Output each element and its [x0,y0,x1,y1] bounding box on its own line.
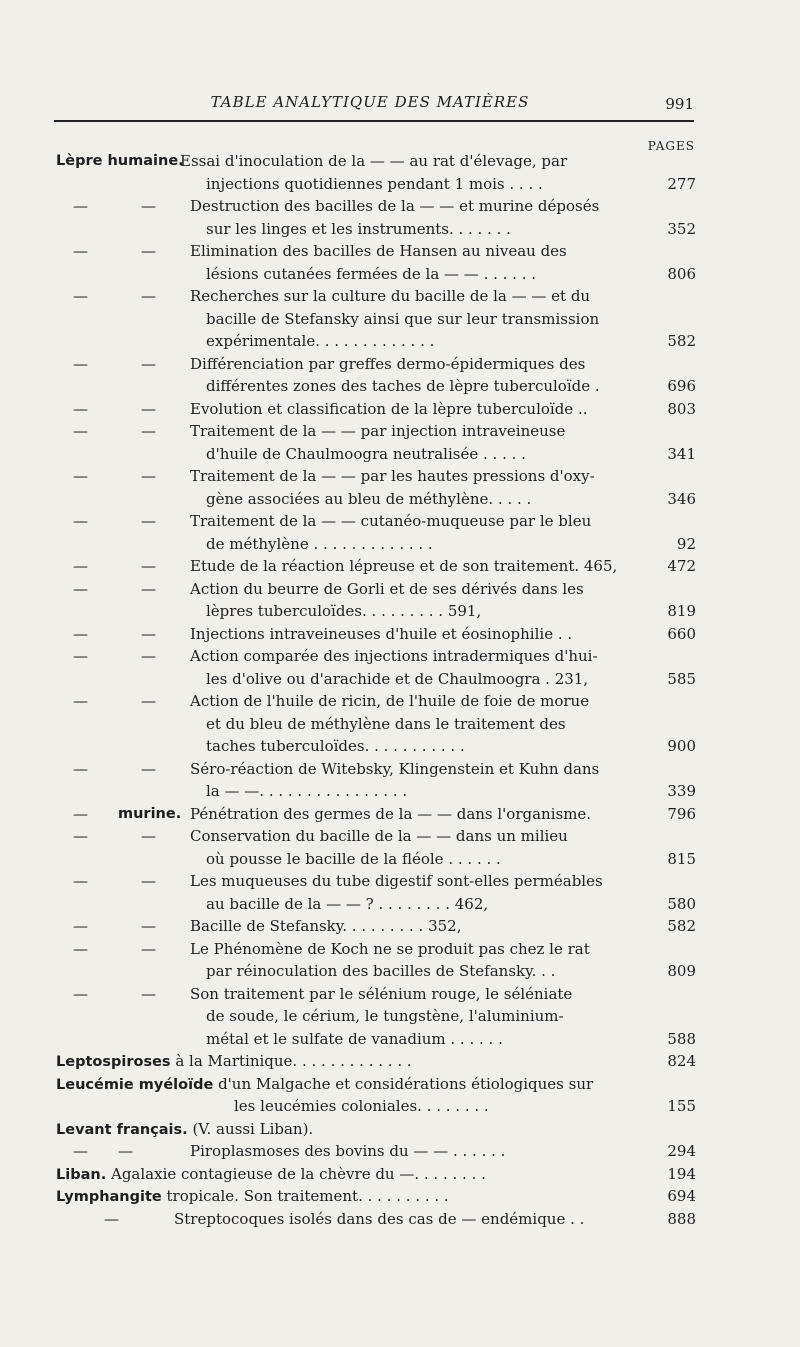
entry-line [56,1050,696,1073]
page-reference: 277 [667,174,696,193]
page-reference: 294 [667,1142,696,1160]
ditto-dash: — [73,422,88,440]
entry-text: les leucémies coloniales. . . . . . . . [234,1097,489,1115]
entry-line [56,870,696,893]
entry-text: expérimentale. . . . . . . . . . . . . [206,332,435,350]
ditto-dash: — [73,287,88,305]
entry-text: et du bleu de méthylène dans le traitement des [206,714,566,733]
entry-line [56,983,696,1006]
entry-text [56,1050,412,1073]
ditto-dash: — [141,984,156,1003]
entry-text [56,1073,593,1096]
ditto-dash: — [73,512,88,530]
entry-line [56,488,696,511]
entry-line [56,443,696,466]
entry-line [56,780,696,803]
page-reference: 803 [667,399,696,418]
entry-text: Evolution et classification de la lèpre tuberculoïde .. [190,399,588,418]
entry-text [56,1163,486,1186]
page-reference: 339 [667,782,696,800]
entry-line [56,623,696,646]
entry-line [56,758,696,781]
page-reference: 694 [667,1187,696,1205]
entry-line [56,510,696,533]
entry-text: Action comparée des injections intradermiques d'hui- [190,647,598,665]
page-reference: 155 [667,1097,696,1115]
pages-column-label: PAGES [647,139,695,153]
entry-text: Séro-réaction de Witebsky, Klingenstein et Kuhn dans [190,759,600,778]
entry-line [56,600,696,623]
ditto-dash: — [73,939,88,958]
entry-heading: Leucémie myéloïde [56,1076,214,1093]
entry-line [56,578,696,601]
entry-line [56,330,696,353]
page-reference: 194 [667,1164,696,1183]
entry-text: Traitement de la — — cutanéo-muqueuse par le bleu [190,512,592,530]
entry-text-body: (V. aussi Liban). [187,1119,314,1138]
ditto-dash: — [141,692,156,710]
entry-heading: Leptospiroses [56,1054,171,1070]
entry-line [56,1208,696,1231]
entry-text [56,1185,449,1208]
ditto-dash: — [73,759,88,778]
entry-text [56,1118,313,1141]
entry-text-body: d'un Malgache et considérations étiologiques sur [213,1074,594,1093]
page-reference: 92 [676,534,696,553]
entry-line [56,533,696,556]
ditto-dash: — [141,287,156,305]
page-reference: 582 [667,332,696,350]
ditto-dash: — [141,939,156,958]
ditto-dash: — [73,399,88,418]
entry-line [56,195,696,218]
ditto-dash: — [73,1142,88,1160]
entry-line [56,353,696,376]
entry-text: au bacille de la — — ? . . . . . . . . 462, [206,894,489,913]
page-reference: 806 [667,264,696,283]
entry-text: Elimination des bacilles de Hansen au niveau des [190,242,567,260]
entry-text: d'huile de Chaulmoogra neutralisée . . . . . [206,444,526,463]
entry-text: injections quotidiennes pendant 1 mois . . . . [206,174,543,193]
entry-line [56,1163,696,1186]
entry-line [56,465,696,488]
entry-text: gène associées au bleu de méthylène. . . . . [206,489,532,508]
entry-text: Injections intraveineuses d'huile et éosinophilie . . [190,624,573,643]
ditto-dash: — [73,197,88,215]
entry-line [56,1028,696,1051]
ditto-dash: — [73,354,88,373]
entry-line [56,645,696,668]
entry-text: bacille de Stefansky ainsi que sur leur transmission [206,309,600,328]
page-number: 991 [665,95,694,113]
page-reference: 585 [667,669,696,688]
page-reference: 346 [667,489,696,508]
ditto-dash: — [118,1142,133,1160]
ditto-dash: — [73,557,88,575]
entry-line [56,1005,696,1028]
entry-line [56,825,696,848]
entry-text: taches tuberculoïdes. . . . . . . . . . . [206,737,465,755]
entry-text: de soude, le cérium, le tungstène, l'aluminium- [206,1007,564,1025]
ditto-dash: — [73,917,88,935]
entry-text: Le Phénomène de Koch ne se produit pas chez le rat [190,939,590,958]
entry-line [56,1073,696,1096]
entry-text: lésions cutanées fermées de la — — . . . . . . [206,264,537,283]
index-entry [56,150,696,1230]
entry-heading: Lymphangite [56,1189,162,1205]
entry-text: Piroplasmoses des bovins du — — . . . . . . [190,1142,506,1160]
ditto-dash: — [141,242,156,260]
page-reference: 900 [667,737,696,755]
entry-text-body: tropicale. Son traitement. . . . . . . . . . [161,1187,449,1205]
entry-text: métal et le sulfate de vanadium . . . . . . [206,1029,503,1048]
entry-text: Etude de la réaction lépreuse et de son traitement. 465, [190,557,618,575]
page-reference: 588 [667,1029,696,1048]
entry-text: Conservation du bacille de la — — dans un milieu [190,827,568,845]
page-reference: 472 [667,557,696,575]
entry-text: Son traitement par le sélénium rouge, le séléniate [190,984,573,1003]
entry-line [56,398,696,421]
entry-text: Les muqueuses du tube digestif sont-elles perméables [190,872,603,890]
entry-text-body: à la Martinique. . . . . . . . . . . . . [170,1052,412,1070]
page-reference: 660 [667,624,696,643]
entry-heading: Levant français. [56,1121,188,1138]
ditto-dash: — [73,692,88,710]
entry-text: Action de l'huile de ricin, de l'huile de foie de morue [190,692,590,710]
entry-line [56,555,696,578]
entry-line [56,150,696,173]
entry-text: Bacille de Stefansky. . . . . . . . . 352, [190,917,462,935]
entry-text: Essai d'inoculation de la — — au rat d'élevage, par [180,152,568,170]
ditto-dash: — [141,917,156,935]
ditto-dash: — [141,399,156,418]
ditto-dash: — [73,984,88,1003]
entry-text: les d'olive ou d'arachide et de Chaulmoogra . 231, [206,669,589,688]
entry-text: où pousse le bacille de la fléole . . . . . . [206,849,501,868]
entry-subheading: murine. [118,805,182,822]
entry-text: Destruction des bacilles de la — — et murine déposés [190,197,600,215]
ditto-dash: — [141,467,156,485]
entry-line [56,668,696,691]
page-reference: 796 [667,804,696,823]
ditto-dash: — [73,647,88,665]
ditto-dash: — [73,467,88,485]
entry-line [56,803,696,826]
entry-line [56,240,696,263]
entry-text: Pénétration des germes de la — — dans l'organisme. [190,804,592,823]
page-reference: 696 [667,377,696,395]
running-header-title: TABLE ANALYTIQUE DES MATIÈRES [210,93,530,111]
ditto-dash: — [73,579,88,598]
page-reference: 582 [667,917,696,935]
ditto-dash: — [141,422,156,440]
entry-line [56,420,696,443]
entry-line [56,713,696,736]
ditto-dash: — [73,827,88,845]
ditto-dash: — [73,872,88,890]
entry-text-body: Agalaxie contagieuse de la chèvre du —. . . . . . . . [106,1164,486,1183]
ditto-dash: — [141,557,156,575]
ditto-dash: — [141,759,156,778]
entry-line [56,915,696,938]
entry-line [56,690,696,713]
ditto-dash: — [104,1209,119,1228]
entry-heading: Liban. [56,1166,107,1183]
entry-text: Action du beurre de Gorli et de ses dérivés dans les [190,579,584,598]
entry-line [56,263,696,286]
ditto-dash: — [141,827,156,845]
entry-line [56,218,696,241]
entry-text: par réinoculation des bacilles de Stefansky. . . [206,962,556,980]
page-reference: 819 [667,602,696,620]
entry-line [56,1140,696,1163]
entry-line [56,848,696,871]
entry-line [56,308,696,331]
ditto-dash: — [141,872,156,890]
entry-line [56,375,696,398]
entry-text: sur les linges et les instruments. . . . . . . [206,219,511,238]
ditto-dash: — [141,624,156,643]
page-reference: 580 [667,894,696,913]
header-rule [54,120,694,122]
ditto-dash: — [73,242,88,260]
ditto-dash: — [141,512,156,530]
page-reference: 824 [667,1052,696,1070]
entry-text: Différenciation par greffes dermo-épidermiques des [190,354,586,373]
ditto-dash: — [141,197,156,215]
entry-line [56,173,696,196]
entry-line [56,938,696,961]
entry-heading: Lèpre humaine. [56,153,184,169]
page-reference: 815 [667,849,696,868]
entry-line [56,960,696,983]
entry-text: Traitement de la — — par injection intraveineuse [190,422,566,440]
ditto-dash: — [141,579,156,598]
page-reference: 341 [667,444,696,463]
entry-text: de méthylène . . . . . . . . . . . . . [206,534,433,553]
entry-text: lèpres tuberculoïdes. . . . . . . . . 591, [206,602,482,620]
entry-text: Traitement de la — — par les hautes pressions d'oxy- [190,467,595,485]
ditto-dash: — [141,647,156,665]
entry-text: Recherches sur la culture du bacille de la — — et du [190,287,591,305]
entry-line [56,1118,696,1141]
entry-text: différentes zones des taches de lèpre tuberculoïde . [206,377,600,395]
entry-line [56,893,696,916]
entry-line [56,1185,696,1208]
ditto-dash: — [73,624,88,643]
page-reference: 888 [667,1209,696,1228]
entry-text: Streptocoques isolés dans des cas de — endémique . . [174,1209,585,1228]
entry-text: la — —. . . . . . . . . . . . . . . . [206,782,408,800]
entry-line [56,735,696,758]
entry-line [56,1095,696,1118]
page-reference: 352 [667,219,696,238]
page-reference: 809 [667,962,696,980]
ditto-dash: — [141,354,156,373]
entry-line [56,285,696,308]
ditto-dash: — [73,804,88,823]
